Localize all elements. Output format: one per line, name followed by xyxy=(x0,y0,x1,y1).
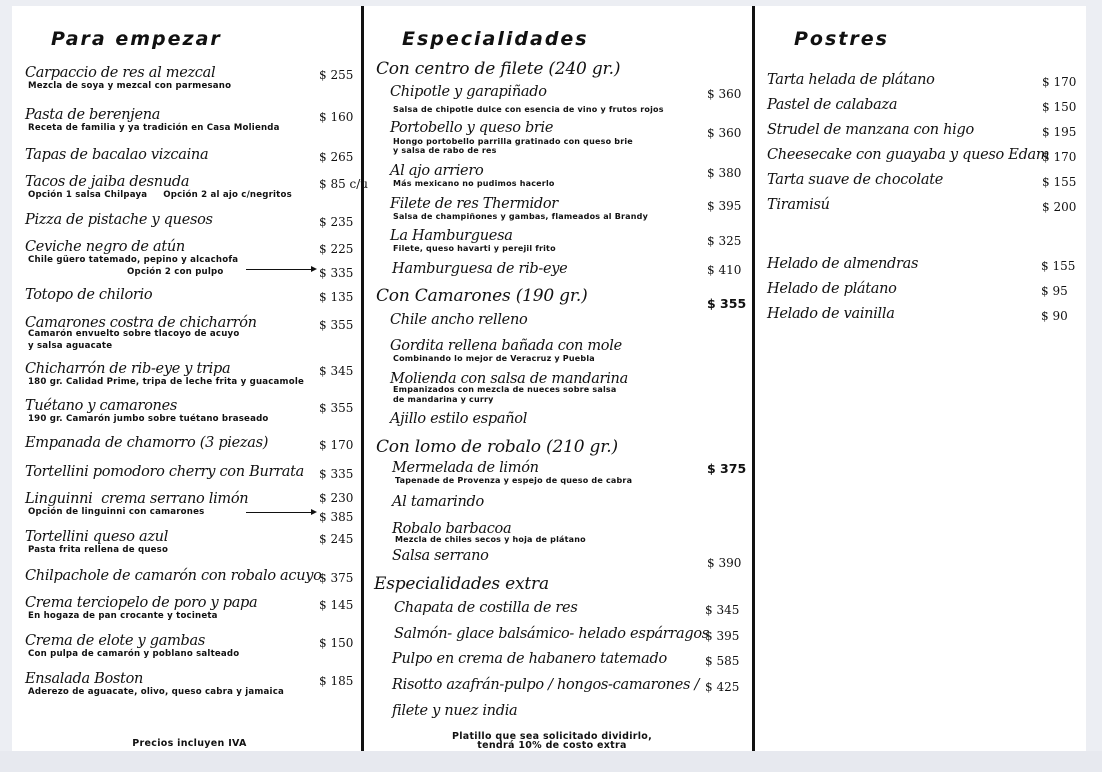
item-description: Aderezo de aguacate, olivo, queso cabra y jamaica xyxy=(28,687,284,697)
item-name: La Hamburguesa xyxy=(390,228,513,244)
item-name: Tuétano y camarones xyxy=(25,398,178,414)
item-description: Empanizados con mezcla de nueces sobre salsa xyxy=(393,385,617,394)
item-name: Filete de res Thermidor xyxy=(390,196,558,212)
item-price: $ 145 xyxy=(319,598,354,612)
item-option-price: $ 335 xyxy=(319,266,354,280)
item-description: Más mexicano no pudimos hacerlo xyxy=(393,179,555,188)
item-description: Opción 1 salsa Chilpaya Opción 2 al ajo c/negritos xyxy=(28,190,292,200)
item-name: Ensalada Boston xyxy=(25,671,144,687)
item-price: $ 245 xyxy=(319,532,354,546)
arrow-line xyxy=(246,512,312,513)
item-description: de mandarina y curry xyxy=(393,395,494,404)
item-name: Tiramisú xyxy=(767,197,830,213)
arrow-icon xyxy=(311,266,317,272)
item-price: $ 325 xyxy=(707,234,742,248)
item-name: Empanada de chamorro (3 piezas) xyxy=(25,435,269,451)
item-price: $ 360 xyxy=(707,126,742,140)
item-name: Pulpo en crema de habanero tatemado xyxy=(392,651,667,667)
item-price: $ 90 xyxy=(1041,309,1068,323)
item-name: Chapata de costilla de res xyxy=(394,600,578,616)
item-description: Con pulpa de camarón y poblano salteado xyxy=(28,649,240,659)
item-price: $ 155 xyxy=(1041,259,1076,273)
item-name: Gordita rellena bañada con mole xyxy=(390,338,622,354)
item-description: Pasta frita rellena de queso xyxy=(28,545,169,555)
column-title-para-empezar: Para empezar xyxy=(51,28,222,50)
item-price: $ 230 xyxy=(319,491,354,505)
item-price: $ 335 xyxy=(319,467,354,481)
item-name: Tacos de jaiba desnuda xyxy=(25,174,190,190)
item-name: Mermelada de limón xyxy=(392,460,539,476)
item-price: $ 375 xyxy=(319,571,354,585)
viewer-bottom-strip xyxy=(0,751,1102,772)
item-name: Helado de vainilla xyxy=(767,306,895,322)
item-name: Pasta de berenjena xyxy=(25,107,161,123)
item-name: Salsa serrano xyxy=(392,548,489,564)
item-name: Helado de almendras xyxy=(767,256,919,272)
footer-line: tendrá 10% de costo extra xyxy=(477,740,627,751)
item-name: Tarta helada de plátano xyxy=(767,72,935,88)
item-price: $ 255 xyxy=(319,68,354,82)
section-heading: Con centro de filete (240 gr.) xyxy=(376,59,621,79)
item-name: Pizza de pistache y quesos xyxy=(25,212,213,228)
arrow-line xyxy=(246,269,312,270)
item-name: Tortellini queso azul xyxy=(25,529,169,545)
item-price: $ 235 xyxy=(319,215,354,229)
item-description: Filete, queso havarti y perejil frito xyxy=(393,244,556,253)
item-price: $ 95 xyxy=(1041,284,1068,298)
item-price: $ 185 xyxy=(319,674,354,688)
item-description: Opción de linguinni con camarones xyxy=(28,507,205,517)
menu-page xyxy=(12,6,1086,751)
item-price: $ 360 xyxy=(707,87,742,101)
item-name: Crema terciopelo de poro y papa xyxy=(25,595,258,611)
item-name: Helado de plátano xyxy=(767,281,897,297)
item-name: Portobello y queso brie xyxy=(390,120,554,136)
item-price: $ 355 xyxy=(319,318,354,332)
item-description: Camarón envuelto sobre tlacoyo de acuyo xyxy=(28,329,240,339)
item-name: Linguinni crema serrano limón xyxy=(25,491,249,507)
item-price: $ 345 xyxy=(319,364,354,378)
column-title-postres: Postres xyxy=(794,28,889,50)
item-description: y salsa aguacate xyxy=(28,341,113,351)
item-name: Camarones costra de chicharrón xyxy=(25,315,257,331)
item-description: Combinando lo mejor de Veracruz y Puebla xyxy=(393,354,595,363)
section-heading: Con lomo de robalo (210 gr.) xyxy=(376,437,618,457)
item-price: $ 395 xyxy=(705,629,740,643)
item-name: filete y nuez india xyxy=(392,703,518,719)
item-description: 190 gr. Camarón jumbo sobre tuétano braseado xyxy=(28,414,269,424)
item-name: Cheesecake con guayaba y queso Edam xyxy=(767,147,1050,163)
section-price: $ 355 xyxy=(707,296,747,311)
item-description: Salsa de chipotle dulce con esencia de vino y frutos rojos xyxy=(393,105,664,114)
item-price: $ 170 xyxy=(319,438,354,452)
item-price: $ 195 xyxy=(1042,125,1077,139)
item-price: $ 380 xyxy=(707,166,742,180)
item-name: Crema de elote y gambas xyxy=(25,633,205,649)
item-option: Opción 2 con pulpo xyxy=(127,267,224,277)
item-price: $ 345 xyxy=(705,603,740,617)
item-price: $ 395 xyxy=(707,199,742,213)
item-name: Molienda con salsa de mandarina xyxy=(390,371,628,387)
item-name: Hamburguesa de rib-eye xyxy=(392,261,568,277)
item-description: Receta de familia y ya tradición en Casa Molienda xyxy=(28,123,280,133)
item-description: Salsa de champiñones y gambas, flameados al Brandy xyxy=(393,212,649,221)
item-name: Tapas de bacalao vizcaina xyxy=(25,147,209,163)
item-description: Hongo portobello parrilla gratinado con queso brie xyxy=(393,137,633,146)
item-description: Mezcla de soya y mezcal con parmesano xyxy=(28,81,232,91)
item-price: $ 170 xyxy=(1042,150,1077,164)
item-name: Robalo barbacoa xyxy=(392,521,512,537)
item-name: Pastel de calabaza xyxy=(767,97,898,113)
item-name: Al ajo arriero xyxy=(390,163,484,179)
item-price: $ 225 xyxy=(319,242,354,256)
column-divider xyxy=(361,6,364,751)
item-name: Ajillo estilo español xyxy=(390,411,528,427)
item-name: Chilpachole de camarón con robalo acuyo xyxy=(25,568,322,584)
item-price: $ 155 xyxy=(1042,175,1077,189)
item-description: Tapenade de Provenza y espejo de queso de cabra xyxy=(395,476,633,485)
section-heading: Especialidades extra xyxy=(374,574,549,594)
item-name: Ceviche negro de atún xyxy=(25,239,185,255)
column-divider xyxy=(752,6,755,751)
item-name: Al tamarindo xyxy=(392,494,484,510)
item-price: $ 160 xyxy=(319,110,354,124)
item-price: $ 85 c/u xyxy=(319,177,369,191)
item-name: Carpaccio de res al mezcal xyxy=(25,65,216,81)
item-description: y salsa de rabo de res xyxy=(393,146,497,155)
item-price: $ 410 xyxy=(707,263,742,277)
item-name: Tortellini pomodoro cherry con Burrata xyxy=(25,464,304,480)
item-description: Mezcla de chiles secos y hoja de plátano xyxy=(395,535,586,544)
item-name: Risotto azafrán-pulpo / hongos-camarones / xyxy=(392,677,700,693)
item-price: $ 585 xyxy=(705,654,740,668)
item-description: 180 gr. Calidad Prime, tripa de leche frita y guacamole xyxy=(28,377,304,387)
item-option-price: $ 385 xyxy=(319,510,354,524)
item-description: En hogaza de pan crocante y tocineta xyxy=(28,611,218,621)
footer-note-split xyxy=(432,732,672,750)
item-price: $ 170 xyxy=(1042,75,1077,89)
item-name: Totopo de chilorio xyxy=(25,287,153,303)
item-name: Salmón- glace balsámico- helado espárragos xyxy=(394,626,709,642)
footer-note-iva: Precios incluyen IVA xyxy=(132,738,247,749)
column-title-especialidades: Especialidades xyxy=(402,28,589,50)
item-name: Strudel de manzana con higo xyxy=(767,122,974,138)
item-price: $ 425 xyxy=(705,680,740,694)
section-heading: Con Camarones (190 gr.) xyxy=(376,286,588,306)
section-price: $ 375 xyxy=(707,461,747,476)
item-description: Chile güero tatemado, pepino y alcachofa xyxy=(28,255,239,265)
item-price: $ 150 xyxy=(319,636,354,650)
item-price: $ 265 xyxy=(319,150,354,164)
item-price: $ 135 xyxy=(319,290,354,304)
item-price: $ 355 xyxy=(319,401,354,415)
item-name: Tarta suave de chocolate xyxy=(767,172,944,188)
footer-line: Platillo que sea solicitado dividirlo, xyxy=(451,731,653,742)
arrow-icon xyxy=(311,509,317,515)
item-price: $ 200 xyxy=(1042,200,1077,214)
item-price: $ 390 xyxy=(707,556,742,570)
item-name: Chile ancho relleno xyxy=(390,312,528,328)
item-price: $ 150 xyxy=(1042,100,1077,114)
item-name: Chipotle y garapiñado xyxy=(390,84,547,100)
item-name: Chicharrón de rib-eye y tripa xyxy=(25,361,231,377)
